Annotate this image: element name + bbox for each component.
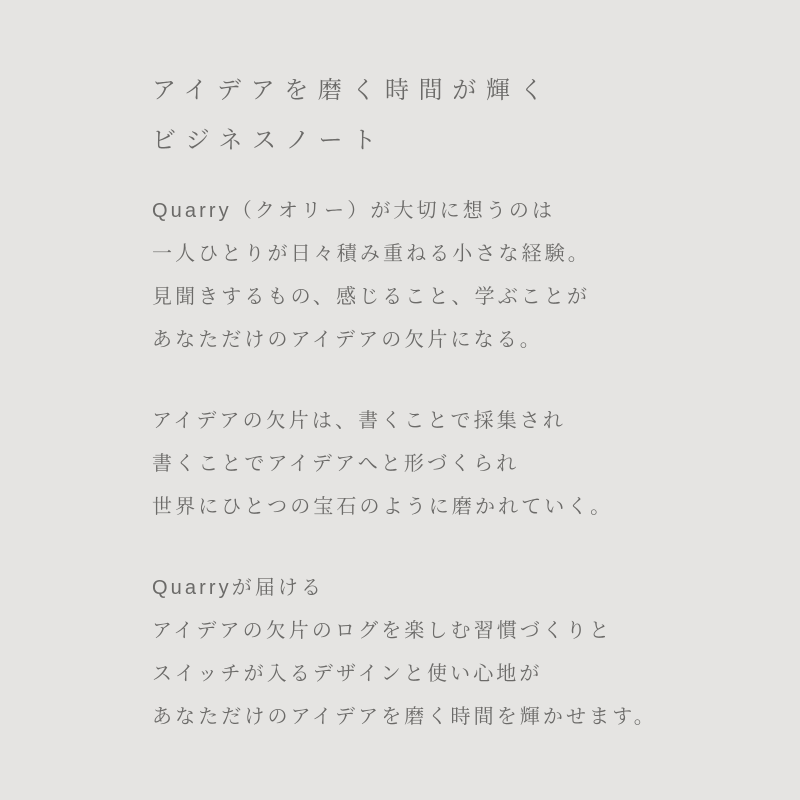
paragraph-line: スイッチが入るデザインと使い心地が (152, 663, 543, 685)
paragraph-line: 世界にひとつの宝石のように磨かれていく。 (152, 496, 614, 518)
paragraph-line: Quarryが届ける (152, 577, 325, 599)
paragraph-brand-values (152, 190, 712, 362)
paragraph-line: アイデアの欠片のログを楽しむ習慣づくりと (152, 620, 613, 642)
paragraph-quarry-delivers (152, 567, 712, 739)
paragraph-idea-polish (152, 400, 712, 529)
paragraph-line: Quarry（クオリー）が大切に想うのは (152, 200, 556, 222)
paragraph-line: 見聞きするもの、感じること、学ぶことが (152, 286, 591, 308)
paragraph-line: 一人ひとりが日々積み重ねる小さな経験。 (152, 243, 591, 265)
paragraph-line: アイデアの欠片は、書くことで採集され (152, 410, 566, 432)
page-title (152, 66, 712, 166)
page-title-line: ビジネスノート (152, 127, 386, 154)
page-title-line: アイデアを磨く時間が輝く (152, 77, 554, 104)
description-page (152, 66, 712, 777)
paragraph-line: あなただけのアイデアの欠片になる。 (152, 329, 543, 351)
paragraph-line: あなただけのアイデアを磨く時間を輝かせます。 (152, 706, 657, 728)
paragraph-line: 書くことでアイデアへと形づくられ (152, 453, 520, 475)
